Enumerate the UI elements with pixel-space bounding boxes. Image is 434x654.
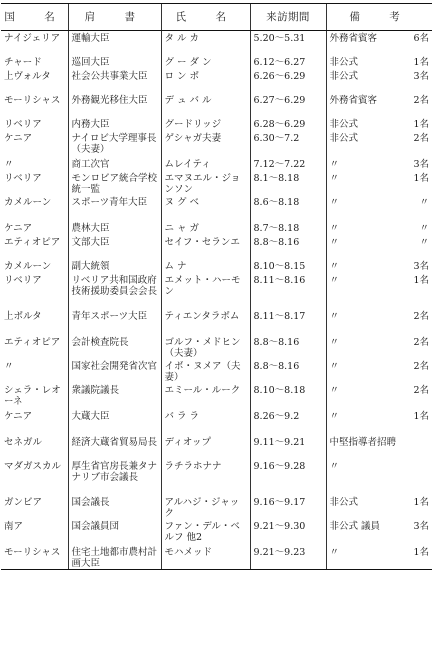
name-cell: グードリッジ [161,117,250,131]
table-row [1,171,432,195]
remark-count: 1名 [413,172,429,184]
remark-note: 〃 [329,546,340,558]
remark-note: 〃 [329,336,340,348]
name-cell: アルハジ・ジャック [161,495,250,519]
remark-count: 1名 [413,546,429,558]
name-cell: ファン・デル・ベルフ 他2 [161,519,250,545]
remark-note: 〃 [329,222,340,234]
remark-count: 1名 [413,56,429,68]
name-cell: モハメッド [161,545,250,570]
visitor-table [1,3,432,570]
period-cell: 9.21～9.23 [250,545,326,570]
table-row [1,31,432,55]
period-cell: 6.30～7.2 [250,131,326,157]
remark-count: 1名 [413,274,429,286]
name-cell: ディオップ [161,435,250,459]
period-cell: 6.26～6.29 [250,69,326,93]
period-cell: 8.6～8.18 [250,195,326,221]
title-cell: 文部大臣 [68,235,161,259]
remark-count: 2名 [413,336,429,348]
table-row [1,273,432,309]
country-cell: シェラ・レオーネ [4,384,61,407]
remarks-cell [326,435,432,459]
remark-note: 〃 [329,158,340,170]
country-cell: 南ア [4,520,24,532]
remark-count: 2名 [413,310,429,322]
remark-note: 〃 [329,360,340,372]
remark-count: 2名 [413,132,429,144]
country-cell: リベリア [4,172,42,184]
remark-note: 外務省賓客 [329,33,378,44]
table-row [1,495,432,519]
remarks-cell [326,31,432,55]
period-cell: 9.11～9.21 [250,435,326,459]
table-row [1,157,432,171]
remark-note: 〃 [329,236,340,248]
country-cell: ケニア [4,410,33,422]
title-cell: 国会議長 [68,495,161,519]
remark-note: 〃 [329,384,340,396]
name-cell: ニ ャ ガ [161,221,250,235]
remark-note: 非公式 [329,56,359,68]
country-cell: エティオピア [4,336,61,348]
period-cell: 8.10～8.18 [250,383,326,409]
remark-count: 3名 [413,158,429,170]
remarks-cell [326,221,432,235]
name-cell: ヌ グ ベ [161,195,250,221]
title-cell: 国会議員団 [68,519,161,545]
remarks-cell [326,409,432,435]
country-cell: モーリシャス [4,94,61,106]
remark-note: 非公式 [329,70,359,82]
header-country: 国 名 [1,4,68,31]
country-cell: ナイジェリア [4,33,61,44]
title-cell: リベリア共和国政府技術援助委員会会長 [68,273,161,309]
period-cell: 8.7～8.18 [250,221,326,235]
title-cell: ナイロビ大学理事長（夫妻） [68,131,161,157]
remarks-cell [326,195,432,221]
table-row [1,93,432,117]
remarks-cell [326,495,432,519]
remark-count: 2名 [413,94,429,106]
table-row [1,335,432,359]
title-cell: 厚生省官房長兼タナナリブ市会議長 [68,459,161,495]
table-row [1,309,432,335]
remarks-cell [326,55,432,69]
table-row [1,195,432,221]
remark-count: 〃 [419,236,429,248]
period-cell: 8.1～8.18 [250,171,326,195]
remark-count: 〃 [419,196,429,208]
remark-count: 1名 [413,496,429,508]
remarks-cell [326,545,432,570]
remark-note: 〃 [329,196,340,208]
country-cell: マダガスカル [4,460,62,472]
remark-note: 中堅指導者招聘 [329,436,397,448]
remark-note: 〃 [329,460,340,472]
remarks-cell [326,69,432,93]
remarks-cell [326,117,432,131]
remark-note: 非公式 [329,118,359,130]
title-cell: 青年スポーツ大臣 [68,309,161,335]
name-cell: ゲシャガ夫妻 [161,131,250,157]
remark-note: 外務省賓客 [329,94,378,106]
table-row [1,117,432,131]
remark-count: 3名 [413,70,429,82]
name-cell: ティエンタラボム [161,309,250,335]
period-cell: 9.16～9.28 [250,459,326,495]
header-title: 肩 書 [68,4,161,31]
header-name: 氏 名 [161,4,250,31]
period-cell: 6.12～6.27 [250,55,326,69]
remark-count: 3名 [413,260,429,272]
remark-count: 1名 [413,118,429,130]
title-cell: 副大統領 [68,259,161,273]
table-row [1,55,432,69]
title-cell: 農林大臣 [68,221,161,235]
period-cell: 8.11～8.17 [250,309,326,335]
remark-note: 〃 [329,410,340,422]
period-cell: 9.16～9.17 [250,495,326,519]
period-cell: 8.10～8.15 [250,259,326,273]
name-cell: グ ー ダ ン [161,55,250,69]
country-cell: カメルーン [4,196,52,208]
name-cell: ロ ン ボ [161,69,250,93]
remark-count: 2名 [413,384,429,396]
remarks-cell [326,259,432,273]
remarks-cell [326,93,432,117]
period-cell: 6.28～6.29 [250,117,326,131]
name-cell: エマヌエル・ジョンソン [161,171,250,195]
remark-count: 〃 [419,222,429,234]
table-row [1,435,432,459]
remark-note: 非公式 [329,132,359,144]
remarks-cell [326,171,432,195]
title-cell: 大蔵大臣 [68,409,161,435]
remarks-cell [326,131,432,157]
name-cell: エメット・ハーモン [161,273,250,309]
period-cell: 8.26～9.2 [250,409,326,435]
country-cell: カメルーン [4,260,52,272]
name-cell: ム ナ [161,259,250,273]
header-period: 来訪期間 [250,4,326,31]
period-cell: 8.8～8.16 [250,235,326,259]
country-cell: モーリシャス [1,545,68,570]
remark-note: 〃 [329,172,340,184]
remarks-cell [326,359,432,383]
country-cell: ケニア [4,222,33,234]
name-cell: ラチラホナナ [161,459,250,495]
name-cell: エミール・ルーク [161,383,250,409]
table-row [1,519,432,545]
title-cell: 国家社会開発省次官 [68,359,161,383]
remarks-cell [326,309,432,335]
table-row [1,383,432,409]
remarks-cell [326,157,432,171]
table-row [1,259,432,273]
title-cell: 内務大臣 [68,117,161,131]
name-cell: ゴルフ・メドヒン（夫妻） [161,335,250,359]
remark-note: 〃 [329,310,340,322]
country-cell: セネガル [4,436,43,448]
period-cell: 8.8～8.16 [250,335,326,359]
country-cell: エティオピア [4,236,61,248]
title-cell: 巡回大臣 [68,55,161,69]
remarks-cell [326,273,432,309]
name-cell: イボ・ヌメア（夫妻） [161,359,250,383]
table-row [1,69,432,93]
table-row [1,459,432,495]
remarks-cell [326,235,432,259]
table-row [1,221,432,235]
period-cell: 9.21～9.30 [250,519,326,545]
title-cell: 外務観光移住大臣 [68,93,161,117]
remark-count: 6名 [413,33,429,44]
table-row [1,409,432,435]
title-cell: モンロビア統合学校統一監 [68,171,161,195]
remarks-cell [326,383,432,409]
title-cell: スポーツ青年大臣 [68,195,161,221]
table-row [1,359,432,383]
title-cell: 社会公共事業大臣 [68,69,161,93]
remark-note: 〃 [329,274,340,286]
remarks-cell [326,459,432,495]
period-cell: 7.12～7.22 [250,157,326,171]
remarks-cell [326,519,432,545]
name-cell: バ ラ ラ [161,409,250,435]
country-cell: 〃 [4,360,14,372]
table-row [1,235,432,259]
country-cell: ケニア [4,132,33,144]
country-cell: チャード [4,56,42,68]
title-cell: 衆議院議長 [68,383,161,409]
title-cell: 商工次官 [68,157,161,171]
remark-note: 非公式 [329,496,359,508]
remarks-cell [326,335,432,359]
period-cell: 5.20～5.31 [250,31,326,55]
country-cell: 上ヴォルタ [4,70,51,82]
remark-count: 1名 [413,410,429,422]
period-cell: 8.8～8.16 [250,359,326,383]
country-cell: リベリア [4,274,42,286]
country-cell: リベリア [4,118,42,130]
title-cell: 運輸大臣 [68,31,161,55]
country-cell: ガンビア [4,496,43,508]
country-cell: 〃 [4,158,14,170]
remark-count: 3名 [413,520,429,532]
title-cell: 経済大蔵省貿易局長 [68,435,161,459]
remark-note: 〃 [329,260,340,272]
remark-note: 非公式 議員 [329,520,381,532]
title-cell: 会計検査院長 [68,335,161,359]
period-cell: 6.27～6.29 [250,93,326,117]
name-cell: ムレイティ [161,157,250,171]
name-cell: セイフ・セランエ [161,235,250,259]
title-cell: 住宅土地都市農村計画大臣 [68,545,161,570]
table-row [1,131,432,157]
remark-count: 2名 [413,360,429,372]
country-cell: 上ボルタ [4,310,42,322]
header-remarks: 備 考 [326,4,432,31]
period-cell: 8.11～8.16 [250,273,326,309]
table-row [1,545,432,570]
name-cell: タ ル カ [161,31,250,55]
name-cell: デ ュ バ ル [161,93,250,117]
header-row [1,4,432,31]
